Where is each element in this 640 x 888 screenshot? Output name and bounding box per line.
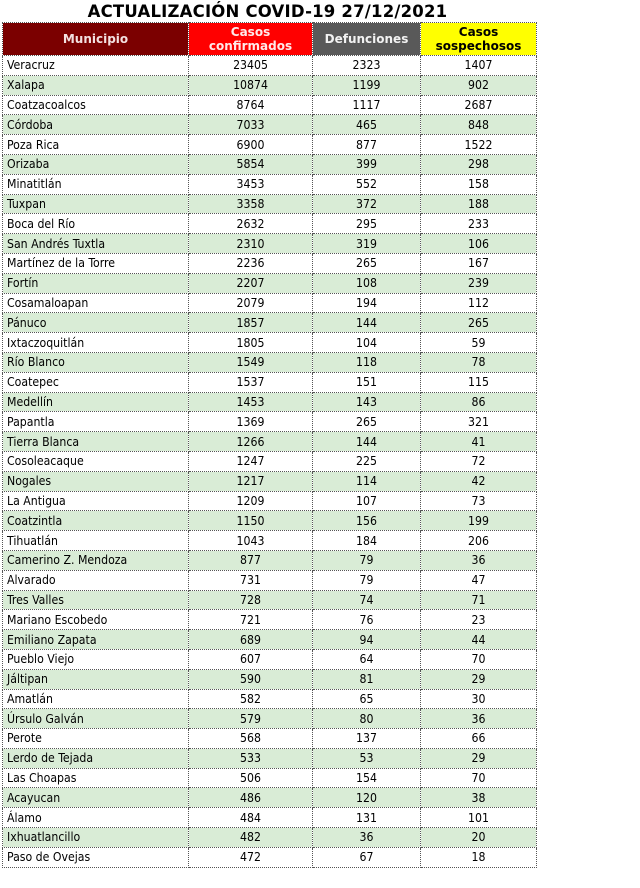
cell-casos-confirmados: 8764 [189,95,313,115]
cell-municipio: Cosoleacaque [3,451,189,471]
page-title: ACTUALIZACIÓN COVID-19 27/12/2021 [87,2,448,21]
cell-casos-sospechosos: 66 [421,729,537,749]
table-row [3,531,537,551]
cell-defunciones: 80 [313,709,421,729]
cell-defunciones: 79 [313,570,421,590]
table-row [3,372,537,392]
table-row [3,491,537,511]
cell-casos-confirmados: 689 [189,630,313,650]
cell-defunciones: 107 [313,491,421,511]
cell-defunciones: 143 [313,392,421,412]
header-casos-confirmados: Casos confirmados [189,23,313,56]
cell-casos-confirmados: 728 [189,590,313,610]
cell-casos-sospechosos: 70 [421,768,537,788]
cell-defunciones: 67 [313,847,421,867]
cell-casos-confirmados: 484 [189,808,313,828]
cell-casos-confirmados: 582 [189,689,313,709]
table-row [3,689,537,709]
table-header-row [3,23,537,56]
table-row [3,610,537,630]
covid-cases-table [2,22,537,868]
table-row [3,214,537,234]
cell-casos-sospechosos: 902 [421,75,537,95]
header-municipio: Municipio [3,23,189,56]
table-row [3,56,537,76]
table-row [3,511,537,531]
cell-municipio: San Andrés Tuxtla [3,234,189,254]
cell-casos-sospechosos: 167 [421,253,537,273]
cell-casos-confirmados: 482 [189,828,313,848]
cell-defunciones: 265 [313,253,421,273]
cell-casos-confirmados: 731 [189,570,313,590]
cell-municipio: Pánuco [3,313,189,333]
cell-defunciones: 156 [313,511,421,531]
cell-defunciones: 65 [313,689,421,709]
cell-defunciones: 184 [313,531,421,551]
cell-casos-confirmados: 579 [189,709,313,729]
cell-municipio: Acayucan [3,788,189,808]
cell-casos-sospechosos: 41 [421,432,537,452]
header-casos-sospechosos: Casos sospechosos [421,23,537,56]
table-row [3,392,537,412]
cell-municipio: Amatlán [3,689,189,709]
cell-municipio: Úrsulo Galván [3,709,189,729]
cell-casos-sospechosos: 30 [421,689,537,709]
cell-municipio: Tihuatlán [3,531,189,551]
table-row [3,709,537,729]
cell-casos-confirmados: 1247 [189,451,313,471]
cell-defunciones: 74 [313,590,421,610]
cell-casos-sospechosos: 265 [421,313,537,333]
cell-casos-confirmados: 2236 [189,253,313,273]
cell-municipio: Jáltipan [3,669,189,689]
cell-casos-sospechosos: 71 [421,590,537,610]
cell-municipio: Veracruz [3,56,189,76]
cell-defunciones: 81 [313,669,421,689]
cell-casos-sospechosos: 78 [421,352,537,372]
table-row [3,412,537,432]
cell-casos-confirmados: 2632 [189,214,313,234]
table-row [3,234,537,254]
table-row [3,729,537,749]
table-row [3,273,537,293]
cell-defunciones: 137 [313,729,421,749]
cell-municipio: Orizaba [3,154,189,174]
table-row [3,293,537,313]
cell-casos-confirmados: 1537 [189,372,313,392]
cell-casos-sospechosos: 2687 [421,95,537,115]
cell-defunciones: 877 [313,135,421,155]
cell-casos-confirmados: 3358 [189,194,313,214]
cell-defunciones: 372 [313,194,421,214]
cell-casos-confirmados: 1857 [189,313,313,333]
cell-defunciones: 151 [313,372,421,392]
cell-casos-confirmados: 1217 [189,471,313,491]
cell-casos-sospechosos: 36 [421,550,537,570]
cell-municipio: Fortín [3,273,189,293]
cell-casos-sospechosos: 29 [421,748,537,768]
cell-municipio: Mariano Escobedo [3,610,189,630]
cell-defunciones: 265 [313,412,421,432]
cell-casos-confirmados: 721 [189,610,313,630]
cell-municipio: Coatzintla [3,511,189,531]
cell-defunciones: 76 [313,610,421,630]
cell-defunciones: 2323 [313,56,421,76]
table-row [3,174,537,194]
table-row [3,669,537,689]
cell-casos-confirmados: 6900 [189,135,313,155]
table-row [3,135,537,155]
cell-municipio: Lerdo de Tejada [3,748,189,768]
table-body [3,56,537,868]
cell-casos-confirmados: 877 [189,550,313,570]
table-row [3,649,537,669]
table-row [3,748,537,768]
cell-casos-sospechosos: 239 [421,273,537,293]
cell-municipio: Álamo [3,808,189,828]
cell-casos-sospechosos: 70 [421,649,537,669]
cell-defunciones: 144 [313,432,421,452]
cell-municipio: Nogales [3,471,189,491]
cell-municipio: La Antigua [3,491,189,511]
table-row [3,590,537,610]
cell-defunciones: 144 [313,313,421,333]
cell-municipio: Paso de Ovejas [3,847,189,867]
cell-casos-sospechosos: 199 [421,511,537,531]
table-row [3,313,537,333]
table-row [3,253,537,273]
cell-casos-sospechosos: 47 [421,570,537,590]
cell-casos-confirmados: 506 [189,768,313,788]
cell-defunciones: 94 [313,630,421,650]
cell-defunciones: 225 [313,451,421,471]
cell-municipio: Xalapa [3,75,189,95]
cell-casos-confirmados: 23405 [189,56,313,76]
cell-casos-sospechosos: 158 [421,174,537,194]
table-row [3,333,537,353]
table-row [3,788,537,808]
cell-casos-confirmados: 3453 [189,174,313,194]
cell-municipio: Alvarado [3,570,189,590]
cell-casos-sospechosos: 101 [421,808,537,828]
cell-casos-confirmados: 1369 [189,412,313,432]
table-row [3,828,537,848]
cell-municipio: Las Choapas [3,768,189,788]
cell-defunciones: 465 [313,115,421,135]
cell-defunciones: 1199 [313,75,421,95]
cell-defunciones: 319 [313,234,421,254]
cell-casos-sospechosos: 29 [421,669,537,689]
cell-municipio: Pueblo Viejo [3,649,189,669]
cell-municipio: Camerino Z. Mendoza [3,550,189,570]
cell-casos-confirmados: 1453 [189,392,313,412]
cell-defunciones: 79 [313,550,421,570]
table-row [3,352,537,372]
cell-casos-confirmados: 2207 [189,273,313,293]
cell-municipio: Tuxpan [3,194,189,214]
cell-defunciones: 104 [313,333,421,353]
cell-municipio: Ixtaczoquitlán [3,333,189,353]
cell-municipio: Córdoba [3,115,189,135]
cell-casos-sospechosos: 298 [421,154,537,174]
cell-casos-confirmados: 1043 [189,531,313,551]
cell-municipio: Río Blanco [3,352,189,372]
cell-casos-sospechosos: 73 [421,491,537,511]
cell-casos-sospechosos: 1407 [421,56,537,76]
table-row [3,95,537,115]
cell-casos-sospechosos: 86 [421,392,537,412]
cell-casos-sospechosos: 188 [421,194,537,214]
table-row [3,194,537,214]
cell-casos-confirmados: 1805 [189,333,313,353]
cell-municipio: Medellín [3,392,189,412]
cell-casos-confirmados: 568 [189,729,313,749]
cell-municipio: Perote [3,729,189,749]
cell-municipio: Papantla [3,412,189,432]
cell-casos-sospechosos: 115 [421,372,537,392]
cell-casos-sospechosos: 1522 [421,135,537,155]
cell-casos-sospechosos: 44 [421,630,537,650]
table-row [3,451,537,471]
cell-casos-confirmados: 10874 [189,75,313,95]
cell-defunciones: 120 [313,788,421,808]
cell-defunciones: 295 [313,214,421,234]
cell-casos-sospechosos: 36 [421,709,537,729]
cell-casos-sospechosos: 59 [421,333,537,353]
cell-casos-sospechosos: 321 [421,412,537,432]
cell-casos-confirmados: 1209 [189,491,313,511]
cell-municipio: Coatepec [3,372,189,392]
cell-casos-confirmados: 486 [189,788,313,808]
cell-defunciones: 552 [313,174,421,194]
table-row [3,630,537,650]
cell-defunciones: 194 [313,293,421,313]
cell-defunciones: 64 [313,649,421,669]
cell-casos-confirmados: 1266 [189,432,313,452]
cell-defunciones: 114 [313,471,421,491]
cell-casos-sospechosos: 206 [421,531,537,551]
cell-municipio: Tierra Blanca [3,432,189,452]
table-row [3,115,537,135]
cell-casos-sospechosos: 20 [421,828,537,848]
cell-casos-confirmados: 5854 [189,154,313,174]
cell-defunciones: 36 [313,828,421,848]
cell-municipio: Ixhuatlancillo [3,828,189,848]
cell-defunciones: 118 [313,352,421,372]
cell-municipio: Cosamaloapan [3,293,189,313]
cell-casos-confirmados: 1549 [189,352,313,372]
cell-defunciones: 108 [313,273,421,293]
table-row [3,768,537,788]
table-row [3,75,537,95]
cell-casos-sospechosos: 112 [421,293,537,313]
cell-municipio: Poza Rica [3,135,189,155]
cell-casos-confirmados: 607 [189,649,313,669]
cell-casos-sospechosos: 72 [421,451,537,471]
cell-casos-confirmados: 7033 [189,115,313,135]
cell-casos-sospechosos: 42 [421,471,537,491]
table-row [3,471,537,491]
cell-defunciones: 131 [313,808,421,828]
cell-casos-confirmados: 2079 [189,293,313,313]
table-row [3,808,537,828]
cell-defunciones: 399 [313,154,421,174]
cell-municipio: Minatitlán [3,174,189,194]
cell-casos-confirmados: 2310 [189,234,313,254]
cell-casos-sospechosos: 848 [421,115,537,135]
cell-casos-sospechosos: 38 [421,788,537,808]
cell-municipio: Emiliano Zapata [3,630,189,650]
table-row [3,432,537,452]
cell-municipio: Martínez de la Torre [3,253,189,273]
cell-casos-sospechosos: 18 [421,847,537,867]
cell-casos-confirmados: 472 [189,847,313,867]
cell-casos-confirmados: 590 [189,669,313,689]
table-row [3,550,537,570]
cell-municipio: Boca del Río [3,214,189,234]
cell-casos-sospechosos: 23 [421,610,537,630]
cell-municipio: Coatzacoalcos [3,95,189,115]
cell-casos-sospechosos: 106 [421,234,537,254]
cell-casos-sospechosos: 233 [421,214,537,234]
cell-defunciones: 154 [313,768,421,788]
table-row [3,847,537,867]
table-row [3,570,537,590]
cell-casos-confirmados: 533 [189,748,313,768]
cell-casos-confirmados: 1150 [189,511,313,531]
header-defunciones: Defunciones [313,23,421,56]
cell-defunciones: 53 [313,748,421,768]
cell-municipio: Tres Valles [3,590,189,610]
cell-defunciones: 1117 [313,95,421,115]
table-row [3,154,537,174]
